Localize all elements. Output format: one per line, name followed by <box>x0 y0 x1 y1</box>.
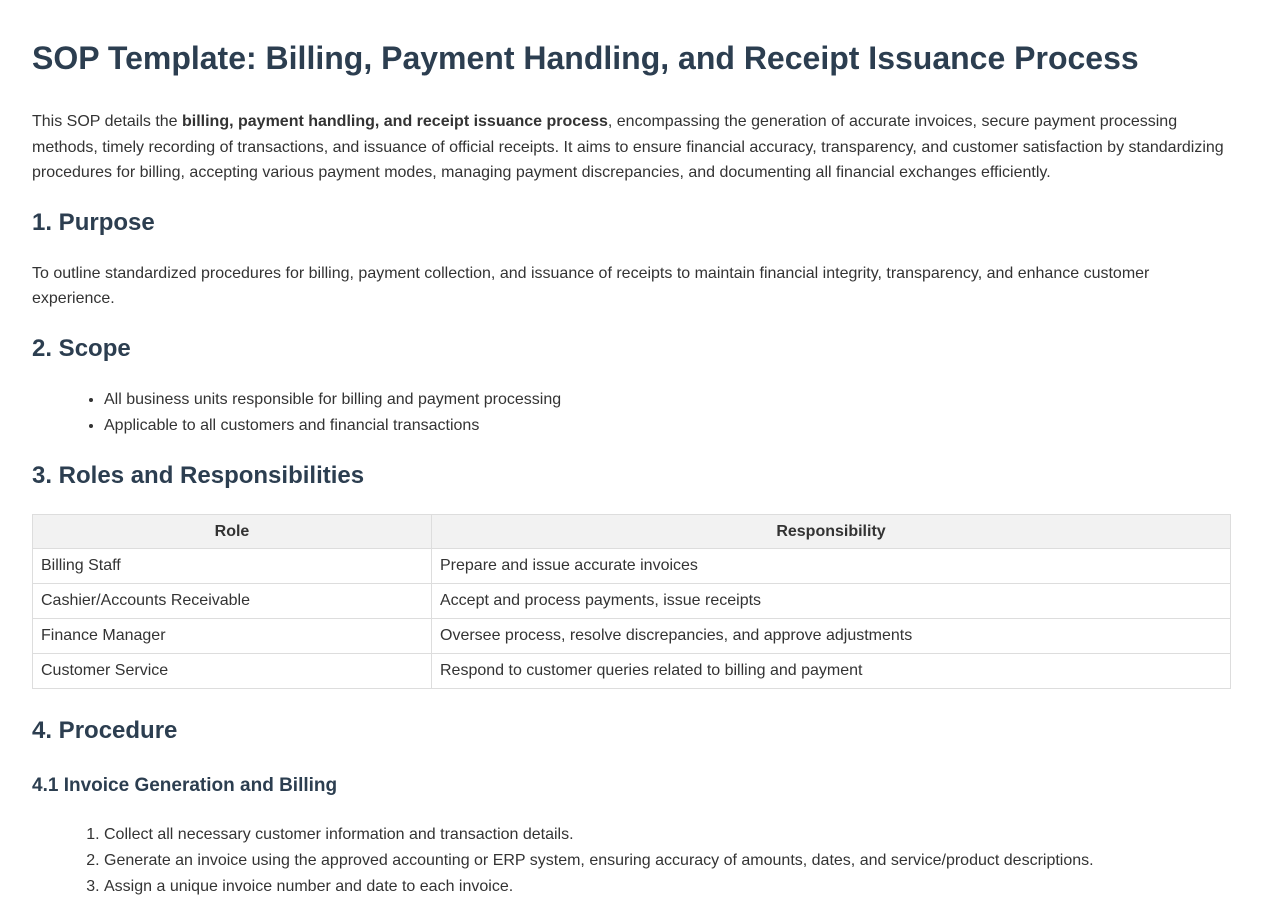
intro-text-bold: billing, payment handling, and receipt issuance process <box>182 113 608 130</box>
list-item: • Applicable to all customers and financial transactions <box>104 413 1231 439</box>
role-cell: Finance Manager <box>33 618 432 653</box>
purpose-paragraph: To outline standardized procedures for billing, payment collection, and issuance of receipts to maintain financial integrity, transparency, and enhance customer experience. <box>32 264 1150 307</box>
invoice-steps-list <box>32 822 1231 900</box>
section-heading-purpose: 1. Purpose <box>32 208 155 236</box>
intro-text-rest: , encompassing the generation of accurate invoices, secure payment processing methods, timely recording of transactions, and issuance of official receipts. It aims to ensure financial accuracy, transparency, and customer satisfaction by standardizing procedures for billing, accepting various payment modes, managing payment discrepancies, and documenting all financial exchanges efficiently. <box>32 113 1224 181</box>
intro-paragraph <box>32 109 1231 186</box>
list-item: • All business units responsible for billing and payment processing <box>104 387 1231 413</box>
page-title: SOP Template: Billing, Payment Handling, and Receipt Issuance Process <box>32 40 1139 76</box>
table-header-row <box>33 514 1231 548</box>
table-row <box>33 583 1231 618</box>
column-header-role: Role <box>33 514 432 548</box>
intro-text-lead: This SOP details the <box>32 113 182 130</box>
table-row <box>33 653 1231 688</box>
list-item: 2. Generate an invoice using the approved accounting or ERP system, ensuring accuracy of amounts, dates, and service/product descriptions. <box>104 848 1231 874</box>
table-row <box>33 548 1231 583</box>
section-heading-scope: 2. Scope <box>32 334 131 362</box>
scope-list <box>32 387 1231 439</box>
section-heading-roles: 3. Roles and Responsibilities <box>32 461 365 489</box>
subsection-heading-invoice-generation: 4.1 Invoice Generation and Billing <box>32 774 338 796</box>
role-cell: Cashier/Accounts Receivable <box>33 583 432 618</box>
list-item: 1. Collect all necessary customer information and transaction details. <box>104 822 1231 848</box>
section-heading-procedure: 4. Procedure <box>32 716 178 744</box>
responsibility-cell: Oversee process, resolve discrepancies, and approve adjustments <box>432 618 1231 653</box>
roles-table <box>32 514 1231 689</box>
table-row <box>33 618 1231 653</box>
role-cell: Customer Service <box>33 653 432 688</box>
responsibility-cell: Respond to customer queries related to billing and payment <box>432 653 1231 688</box>
column-header-responsibility: Responsibility <box>432 514 1231 548</box>
list-item: 3. Assign a unique invoice number and date to each invoice. <box>104 874 1231 900</box>
responsibility-cell: Accept and process payments, issue receipts <box>432 583 1231 618</box>
role-cell: Billing Staff <box>33 548 432 583</box>
responsibility-cell: Prepare and issue accurate invoices <box>432 548 1231 583</box>
